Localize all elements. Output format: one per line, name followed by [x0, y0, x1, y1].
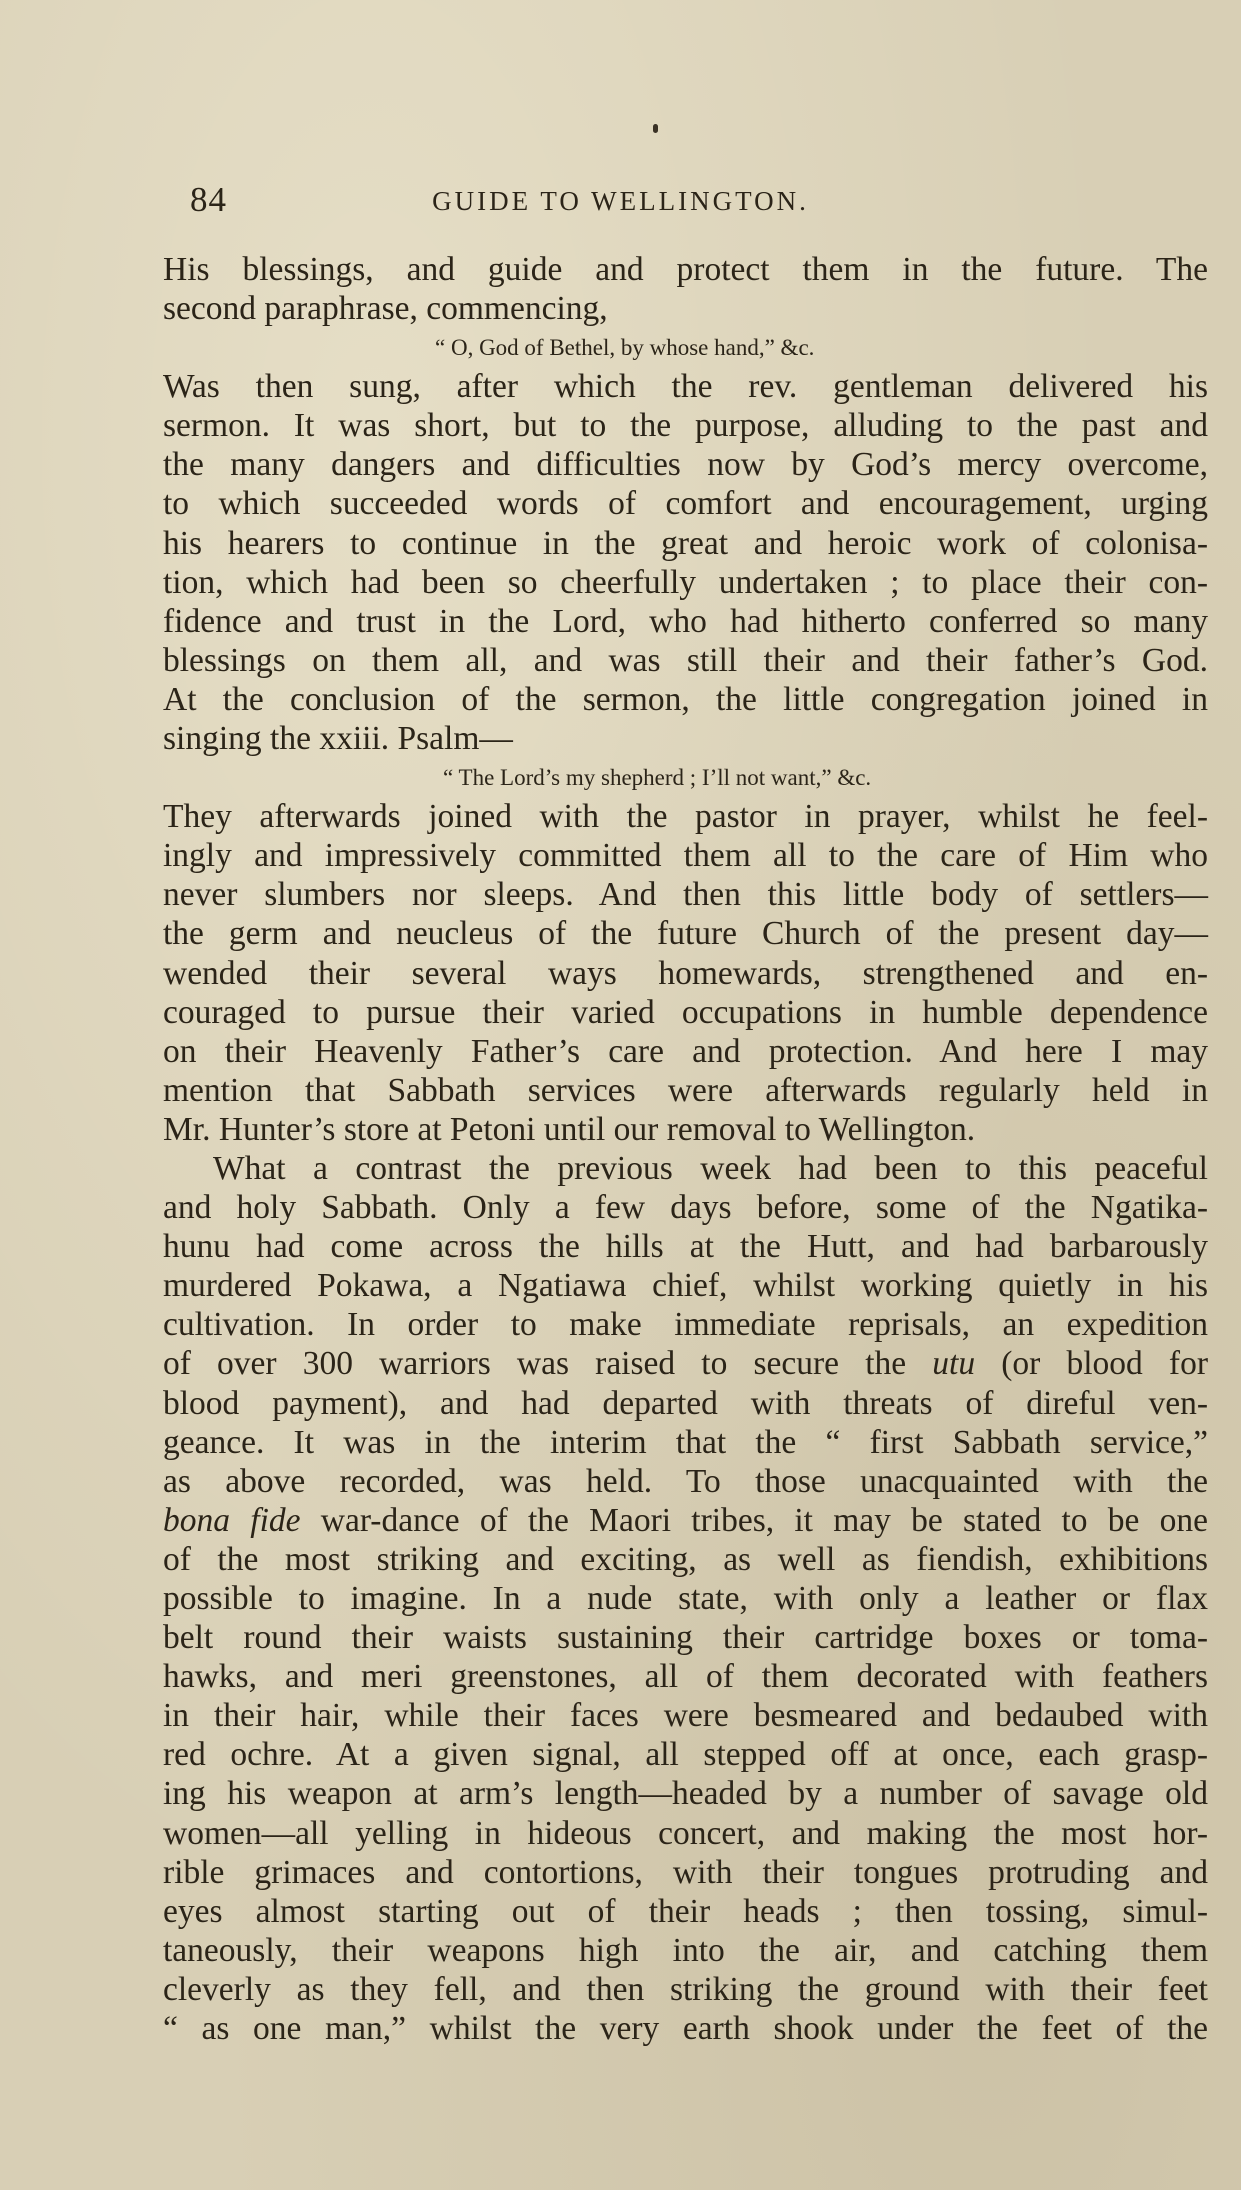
text-line-bona-fide [163, 1501, 1208, 1540]
text-line: rible grimaces and contortions, with their tongues protruding and [163, 1853, 1208, 1891]
text-line: hawks, and meri greenstones, all of them decorated with feathers [163, 1658, 1208, 1696]
text-line: and holy Sabbath. Only a few days before, some of the Ngatika- [163, 1189, 1208, 1227]
text-line: At the conclusion of the sermon, the little congregation joined in [163, 680, 1208, 718]
body-text [163, 250, 1208, 2048]
psalm-quote: “ The Lord’s my shepherd ; I’ll not want,” &c. [443, 765, 872, 791]
text-line: sermon. It was short, but to the purpose, alluding to the past and [163, 407, 1208, 445]
text-line: singing the xxiii. Psalm— [163, 720, 513, 758]
page-header [0, 180, 1241, 230]
running-head: GUIDE TO WELLINGTON. [432, 186, 809, 216]
text-line: women—all yelling in hideous concert, and making the most hor- [163, 1814, 1208, 1852]
text-line: belt round their waists sustaining their cartridge boxes or toma- [163, 1619, 1208, 1657]
text-line: “ as one man,” whilst the very earth shook under the feet of the [163, 2010, 1208, 2048]
text-line: geance. It was in the interim that the “ first Sabbath service,” [163, 1423, 1208, 1461]
bona-fide-after: war-dance of the Maori tribes, it may be stated to be one [320, 1501, 1209, 1539]
bona-fide-italic: bona fide [163, 1501, 301, 1539]
page-number: 84 [190, 180, 227, 219]
text-line: red ochre. At a given signal, all stepped off at once, each grasp- [163, 1736, 1208, 1774]
text-line: to which succeeded words of comfort and encouragement, urging [163, 485, 1208, 523]
ink-speck [653, 124, 658, 133]
text-line: blessings on them all, and was still their and their father’s God. [163, 641, 1208, 679]
text-line: cleverly as they fell, and then striking the ground with their feet [163, 1970, 1208, 2008]
text-line: murdered Pokawa, a Ngatiawa chief, whilst working quietly in his [163, 1267, 1208, 1305]
text-line: blood payment), and had departed with threats of direful ven- [163, 1384, 1208, 1422]
text-line: the many dangers and difficulties now by God’s mercy overcome, [163, 446, 1208, 484]
text-line: wended their several ways homewards, strengthened and en- [163, 954, 1208, 992]
text-line: Was then sung, after which the rev. gentleman delivered his [163, 368, 1208, 406]
text-line: ing his weapon at arm’s length—headed by a number of savage old [163, 1775, 1208, 1813]
text-line: tion, which had been so cheerfully undertaken ; to place their con- [163, 563, 1208, 601]
utu-italic: utu [932, 1345, 976, 1383]
text-line: as above recorded, was held. To those unacquainted with the [163, 1462, 1208, 1500]
text-line: possible to imagine. In a nude state, with only a leather or flax [163, 1580, 1208, 1617]
hymn-quote: “ O, God of Bethel, by whose hand,” &c. [435, 335, 815, 361]
text-line: cultivation. In order to make immediate reprisals, an expedition [163, 1306, 1208, 1344]
text-line: never slumbers nor sleeps. And then this little body of settlers— [163, 876, 1208, 914]
text-line: ingly and impressively committed them all to the care of Him who [163, 837, 1208, 875]
text-line: couraged to pursue their varied occupations in humble dependence [163, 993, 1208, 1031]
utu-before: of over 300 warriors was raised to secure the [163, 1345, 907, 1383]
text-line: What a contrast the previous week had been to this peaceful [213, 1149, 1208, 1187]
text-line: mention that Sabbath services were afterwards regularly held in [163, 1071, 1208, 1109]
utu-after: (or blood for [1001, 1345, 1208, 1383]
text-line: his hearers to continue in the great and heroic work of colonisa- [163, 524, 1208, 562]
text-line: of the most striking and exciting, as well as fiendish, exhibitions [163, 1540, 1208, 1578]
text-line: His blessings, and guide and protect them in the future. The [163, 251, 1208, 288]
text-line-utu [163, 1344, 1208, 1383]
text-line: second paraphrase, commencing, [163, 290, 608, 328]
text-line: They afterwards joined with the pastor in prayer, whilst he feel- [163, 798, 1208, 836]
text-line: the germ and neucleus of the future Church of the present day— [163, 915, 1208, 953]
text-line: in their hair, while their faces were besmeared and bedaubed with [163, 1697, 1208, 1735]
text-line: Mr. Hunter’s store at Petoni until our removal to Wellington. [163, 1110, 976, 1148]
text-line: hunu had come across the hills at the Hutt, and had barbarously [163, 1228, 1208, 1266]
text-line: fidence and trust in the Lord, who had hitherto conferred so many [163, 602, 1208, 640]
text-line: taneously, their weapons high into the air, and catching them [163, 1931, 1208, 1969]
text-line: on their Heavenly Father’s care and protection. And here I may [163, 1032, 1208, 1070]
text-line: eyes almost starting out of their heads ; then tossing, simul- [163, 1892, 1208, 1930]
